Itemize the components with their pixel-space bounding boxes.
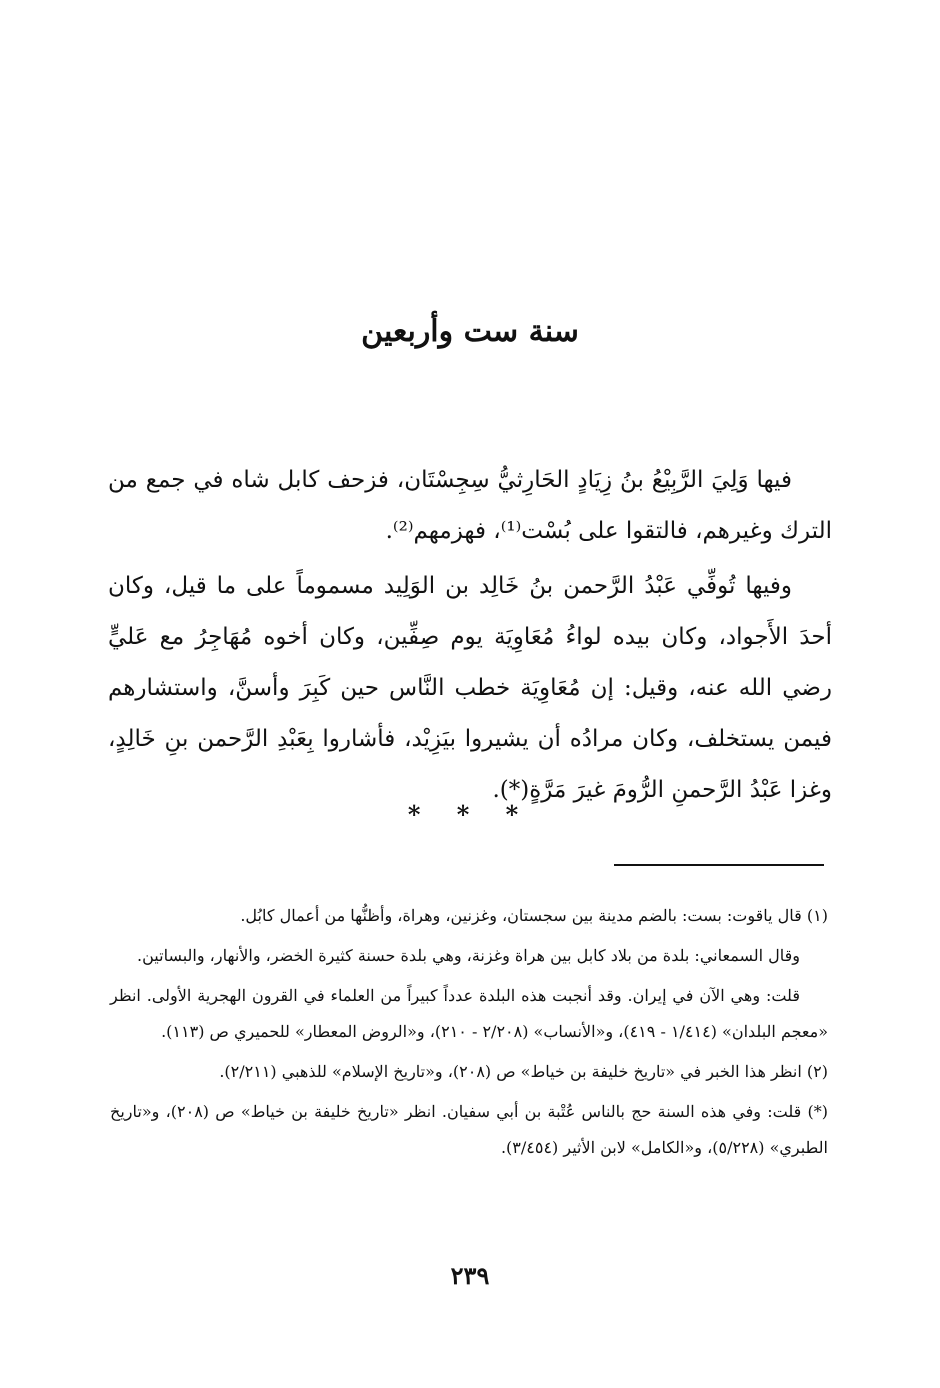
footnote-1-samani: وقال السمعاني: بلدة من بلاد كابل بين هراة وغزنة، وهي بلدة حسنة كثيرة الخضر، والأنهار، والبساتين.	[137, 946, 800, 965]
page-number: ٢٣٩	[450, 1261, 490, 1290]
footnote-1-editor-note: قلت: وهي الآن في إيران. وقد أنجبت هذه البلدة عدداً كبيراً من العلماء في القرون الهجرية الأولى. انظر «معجم البلدان» (١/٤١٤ - ٤١٩)، و«الأنساب» (٢/٢٠٨ - ٢١٠)، و«الروض المعطار» للحميري ص (١١٣).	[110, 986, 828, 1041]
footnote-star: (*) قلت: وفي هذه السنة حج بالناس عُتْبة بن أبي سفيان. انظر «تاريخ خليفة بن خياط» ص (٢٠٨)، و«تاريخ الطبري» (٥/٢٢٨)، و«الكامل» لابن الأثير (٣/٤٥٤).	[110, 1102, 829, 1157]
footnotes	[110, 898, 828, 1166]
footnote-1: (١) قال ياقوت: بست: بالضم مدينة بين سجستان، وغزنين، وهراة، وأظنُّها من أعمال كابُل.	[240, 906, 828, 925]
section-separator: * * *	[407, 800, 533, 829]
footnote-2: (٢) انظر هذا الخبر في «تاريخ خليفة بن خياط» ص (٢٠٨)، و«تاريخ الإسلام» للذهبي (٢/٢١١).	[219, 1062, 828, 1081]
main-text	[108, 455, 832, 816]
body-paragraph-1: فيها وَلِيَ الرَّبِيْعُ بنُ زِيَادٍ الحَارِثيُّ سِجِسْتَان، فزحف كابل شاه في جمع من الترك وغيرهم، فالتقوا على بُسْت⁽¹⁾، فهزمهم⁽²⁾.	[108, 467, 832, 544]
section-title: سنة ست وأربعين	[361, 314, 579, 349]
footnote-divider	[614, 864, 824, 866]
body-paragraph-2: وفيها تُوفِّي عَبْدُ الرَّحمن بنُ خَالِد بن الوَلِيد مسموماً على ما قيل، وكان أحدَ الأَجواد، وكان بيده لواءُ مُعَاوِيَة يوم صِفِّين، وكان أخوه مُهَاجِرُ مع عَليٍّ رضي الله عنه، وقيل: إن مُعَاوِيَة خطب النَّاس حين كَبِرَ وأسنَّ، واستشارهم فيمن يستخلف، وكان مرادُه أن يشيروا بيَزِيْد، فأشاروا بِعَبْدِ الرَّحمن بنِ خَالِدٍ، وغزا عَبْدُ الرَّحمنِ الرُّومَ غيرَ مَرَّةٍ(*).	[108, 573, 832, 803]
